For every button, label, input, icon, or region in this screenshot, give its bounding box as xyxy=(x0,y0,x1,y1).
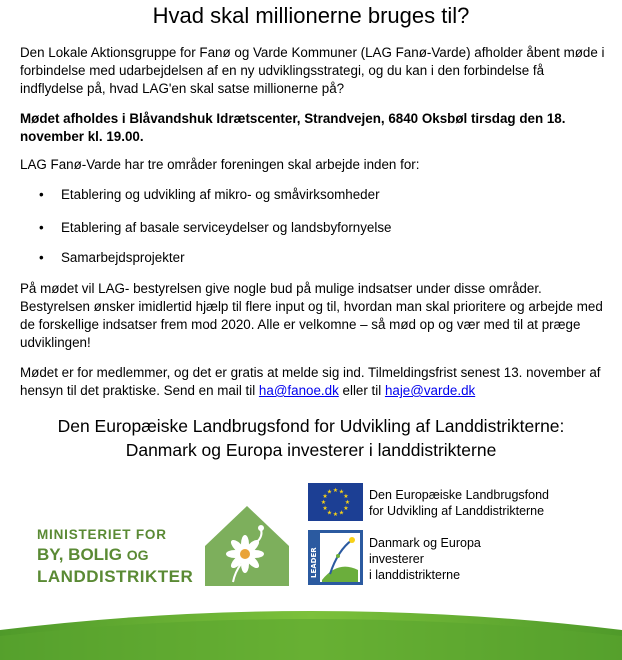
svg-text:★: ★ xyxy=(338,509,345,517)
signup-text: Mødet er for medlemmer, og det er gratis at melde sig ind. Tilmeldingsfrist senest 13. november af hensyn til det praktiske. Send en mail til xyxy=(20,365,601,398)
board-paragraph: På mødet vil LAG- bestyrelsen give nogle bud på mulige indsatser under disse områder. Bestyrelsen ønsker imidlertid hjælp til flere input og til, hvordan man skal prioritere og arbejde med de forskellige indsatser frem mod 2020. Alle er velkomne – så mød op og vær med til at præge udviklingen! xyxy=(20,281,603,350)
areas-intro: LAG Fanø-Varde har tre områder foreningen skal arbejde inden for: xyxy=(20,157,420,172)
svg-text:★: ★ xyxy=(343,505,349,512)
meeting-details: Mødet afholdes i Blåvandshuk Idrætscenter, Strandvejen, 6840 Oksbøl tirsdag den 18. november kl. 19.00. xyxy=(20,111,566,144)
svg-text:★: ★ xyxy=(326,509,333,517)
email-link-varde[interactable]: haje@varde.dk xyxy=(384,383,476,398)
leader-line3: i landdistrikterne xyxy=(369,568,461,582)
page-title: Hvad skal millionerne bruges til? xyxy=(152,3,470,28)
bullet-icon: • xyxy=(39,250,44,265)
email-link-fanoe[interactable]: ha@fanoe.dk xyxy=(258,383,339,398)
leader-logo-icon xyxy=(308,530,363,585)
leader-text xyxy=(369,535,481,583)
signup-between: eller til xyxy=(338,383,385,398)
svg-text:★: ★ xyxy=(322,505,328,512)
list-item xyxy=(39,249,185,267)
signup-paragraph xyxy=(20,364,605,400)
intro-paragraph: Den Lokale Aktionsgruppe for Fanø og Varde Kommuner (LAG Fanø-Varde) afholder åbent møde i forbindelse med udarbejdelsen af en ny udviklingsstrategi, og du kan i den forbindelse få indflydelse på, hvad LAG'en skal satse millionerne på? xyxy=(20,45,605,96)
leader-vertical-text: LEADER xyxy=(310,547,318,578)
svg-text:★: ★ xyxy=(344,499,351,506)
ministry-logo-line3: LANDDISTRIKTER xyxy=(37,567,194,586)
svg-text:★: ★ xyxy=(338,488,345,496)
list-item-text: Samarbejdsprojekter xyxy=(61,250,185,265)
svg-text:★: ★ xyxy=(326,488,333,496)
svg-text:★: ★ xyxy=(332,511,339,518)
list-item-text: Etablering og udvikling af mikro- og småvirksomheder xyxy=(61,187,380,202)
fund-heading xyxy=(0,414,622,462)
list-item xyxy=(39,219,392,237)
svg-text:★: ★ xyxy=(343,493,349,500)
ministry-logo-line2b: OG xyxy=(126,547,149,563)
eu-fund-line2: for Udvikling af Landdistrikterne xyxy=(369,504,545,518)
list-item-text: Etablering af basale serviceydelser og landsbyfornyelse xyxy=(61,220,392,235)
ministry-logo-line2a: BY, BOLIG xyxy=(37,545,127,564)
leader-line2: investerer xyxy=(369,552,424,566)
fund-heading-line2: Danmark og Europa investerer i landdistrikterne xyxy=(125,440,497,460)
ministry-logo-line2 xyxy=(37,544,193,566)
ministry-house-logo-icon xyxy=(205,506,289,586)
bullet-icon: • xyxy=(39,220,44,235)
fund-heading-line1: Den Europæiske Landbrugsfond for Udvikling af Landdistrikterne: xyxy=(57,416,565,436)
eu-fund-line1: Den Europæiske Landbrugsfond xyxy=(369,488,549,502)
eu-flag-icon xyxy=(308,483,363,521)
ministry-logo-line1: MINISTERIET FOR xyxy=(37,527,167,542)
bullet-icon: • xyxy=(39,187,44,202)
ministry-logo xyxy=(37,526,193,588)
leader-line1: Danmark og Europa xyxy=(369,536,481,550)
svg-text:★: ★ xyxy=(332,487,339,494)
list-item xyxy=(39,186,380,204)
bottom-green-swoosh xyxy=(0,596,622,660)
eu-fund-text xyxy=(369,487,549,519)
svg-text:★: ★ xyxy=(322,493,328,500)
svg-text:★: ★ xyxy=(320,499,327,506)
